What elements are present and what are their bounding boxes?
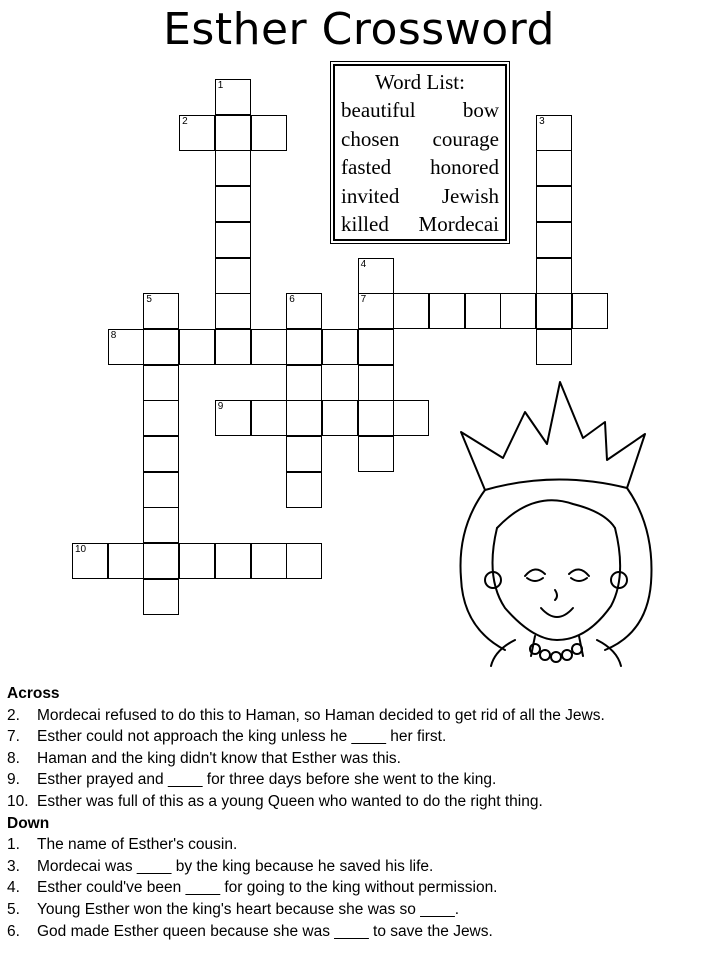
crossword-cell[interactable] [179, 329, 215, 365]
word-list-word: Jewish [441, 183, 499, 208]
down-clue [7, 877, 712, 899]
queen-illustration [455, 378, 655, 668]
crossword-cell[interactable] [358, 436, 394, 472]
crossword-cell[interactable] [286, 329, 322, 365]
word-list-word: fasted [341, 155, 392, 179]
hair-outline [461, 488, 652, 650]
cell-number: 1 [217, 80, 224, 91]
clue-text: Esther was full of this as a young Queen who wanted to do the right thing. [37, 792, 543, 810]
hair-bangs [497, 500, 615, 528]
crossword-cell[interactable] [286, 365, 322, 401]
word-list-word: bow [462, 98, 499, 122]
crossword-cell[interactable] [143, 472, 179, 508]
crossword-cell[interactable] [251, 329, 287, 365]
crossword-cell[interactable] [465, 293, 501, 329]
crossword-cell[interactable] [143, 507, 179, 543]
clue-text: God made Esther queen because she was ____ to save the Jews. [37, 922, 493, 940]
clue-number: 7. [7, 728, 20, 746]
cell-number: 7 [360, 294, 367, 306]
crossword-cell[interactable] [536, 329, 572, 365]
across-clue [7, 769, 712, 791]
crossword-cell[interactable] [215, 186, 251, 222]
clue-number: 4. [7, 879, 20, 897]
cell-number: 8 [110, 329, 117, 341]
crossword-cell[interactable] [322, 400, 358, 436]
crossword-cell[interactable] [358, 258, 394, 294]
cell-number: 3 [539, 115, 545, 127]
down-clue [7, 921, 712, 943]
down-clue [7, 834, 712, 856]
crossword-cell[interactable] [215, 293, 251, 329]
crossword-cell[interactable] [251, 400, 287, 436]
down-clue [7, 856, 712, 878]
crossword-cell[interactable] [215, 150, 251, 186]
crown-icon [461, 382, 645, 490]
crossword-cell[interactable] [358, 329, 394, 365]
crossword-cell[interactable] [286, 436, 322, 472]
crossword-cell[interactable] [536, 186, 572, 222]
word-list-word: beautiful [341, 98, 416, 122]
crossword-cell[interactable] [358, 293, 394, 329]
crossword-cell[interactable] [215, 329, 251, 365]
mouth-icon [541, 608, 573, 617]
right-eye-icon [571, 578, 587, 581]
across-clue [7, 726, 712, 748]
across-heading: Across [7, 685, 60, 702]
clue-number: 1. [7, 836, 20, 854]
right-eye-icon [569, 569, 589, 576]
word-list-word: honored [430, 155, 499, 179]
crossword-cell[interactable] [322, 329, 358, 365]
clue-text: Mordecai refused to do this to Haman, so Haman decided to get rid of all the Jews. [37, 706, 605, 724]
crossword-cell[interactable] [215, 258, 251, 294]
word-list-word: killed [341, 212, 389, 236]
left-eye-icon [527, 578, 543, 581]
clue-number: 6. [7, 922, 20, 940]
clue-text: The name of Esther's cousin. [37, 836, 238, 854]
crossword-cell[interactable] [143, 329, 179, 365]
cell-number: 9 [217, 401, 224, 413]
crossword-cell[interactable] [358, 365, 394, 401]
crossword-cell[interactable] [143, 365, 179, 401]
crossword-cell[interactable] [572, 293, 608, 329]
word-list-word: invited [341, 183, 400, 208]
clue-number: 9. [7, 771, 20, 789]
crossword-cell[interactable] [536, 258, 572, 294]
crossword-cell[interactable] [179, 115, 215, 151]
crossword-cell[interactable] [393, 400, 429, 436]
crossword-cell[interactable] [143, 293, 179, 329]
face-outline [493, 528, 621, 640]
crossword-cell[interactable] [143, 543, 179, 579]
crossword-cell[interactable] [536, 115, 572, 151]
crossword-cell[interactable] [358, 400, 394, 436]
clue-number: 5. [7, 900, 20, 918]
clue-text: Mordecai was ____ by the king because he saved his life. [37, 857, 434, 875]
down-clue [7, 899, 712, 921]
crossword-cell[interactable] [215, 115, 251, 151]
page-title: Esther Crossword [163, 4, 555, 55]
clues-section [7, 683, 712, 942]
word-list-word: chosen [341, 126, 400, 151]
crossword-cell[interactable] [251, 543, 287, 579]
crossword-cell[interactable] [143, 400, 179, 436]
crossword-cell[interactable] [215, 222, 251, 258]
across-clue [7, 705, 712, 727]
crossword-cell[interactable] [429, 293, 465, 329]
crossword-cell[interactable] [536, 222, 572, 258]
clue-number: 8. [7, 749, 20, 767]
clue-text: Haman and the king didn't know that Esther was this. [37, 749, 401, 767]
crossword-cell[interactable] [143, 436, 179, 472]
clue-number: 10. [7, 792, 29, 810]
word-list-box [330, 61, 510, 244]
cell-number: 4 [360, 258, 367, 270]
nose-icon [555, 590, 557, 600]
crossword-cell[interactable] [500, 293, 536, 329]
crossword-cell[interactable] [286, 293, 322, 329]
clue-number: 3. [7, 857, 20, 875]
word-list-word: courage [432, 126, 499, 151]
clue-number: 2. [7, 706, 20, 724]
crossword-cell[interactable] [286, 543, 322, 579]
across-clue [7, 791, 712, 813]
cell-number: 10 [75, 544, 87, 556]
clue-text: Esther could not approach the king unless he ____ her first. [37, 728, 447, 746]
word-list-word: Mordecai [418, 212, 499, 236]
crossword-cell[interactable] [179, 543, 215, 579]
clue-text: Esther prayed and ____ for three days before she went to the king. [37, 771, 497, 789]
crossword-cell[interactable] [215, 79, 251, 115]
cell-number: 2 [182, 115, 188, 127]
crossword-cell[interactable] [536, 150, 572, 186]
crossword-cell[interactable] [393, 293, 429, 329]
crossword-cell[interactable] [215, 543, 251, 579]
crossword-cell[interactable] [286, 472, 322, 508]
crossword-cell[interactable] [215, 400, 251, 436]
crossword-cell[interactable] [143, 579, 179, 615]
cell-number: 5 [146, 294, 152, 306]
crossword-cell[interactable] [251, 115, 287, 151]
cell-number: 6 [289, 294, 295, 306]
crossword-cell[interactable] [108, 329, 144, 365]
crossword-cell[interactable] [536, 293, 572, 329]
necklace-icon [530, 644, 582, 662]
across-clue [7, 748, 712, 770]
crossword-cell[interactable] [72, 543, 108, 579]
word-list-heading: Word List: [375, 70, 465, 94]
clue-text: Young Esther won the king's heart because she was so ____. [37, 900, 460, 918]
left-eye-icon [525, 569, 545, 576]
crossword-cell[interactable] [108, 543, 144, 579]
crossword-cell[interactable] [286, 400, 322, 436]
down-heading: Down [7, 814, 50, 832]
clue-text: Esther could've been ____ for going to the king without permission. [37, 879, 498, 897]
